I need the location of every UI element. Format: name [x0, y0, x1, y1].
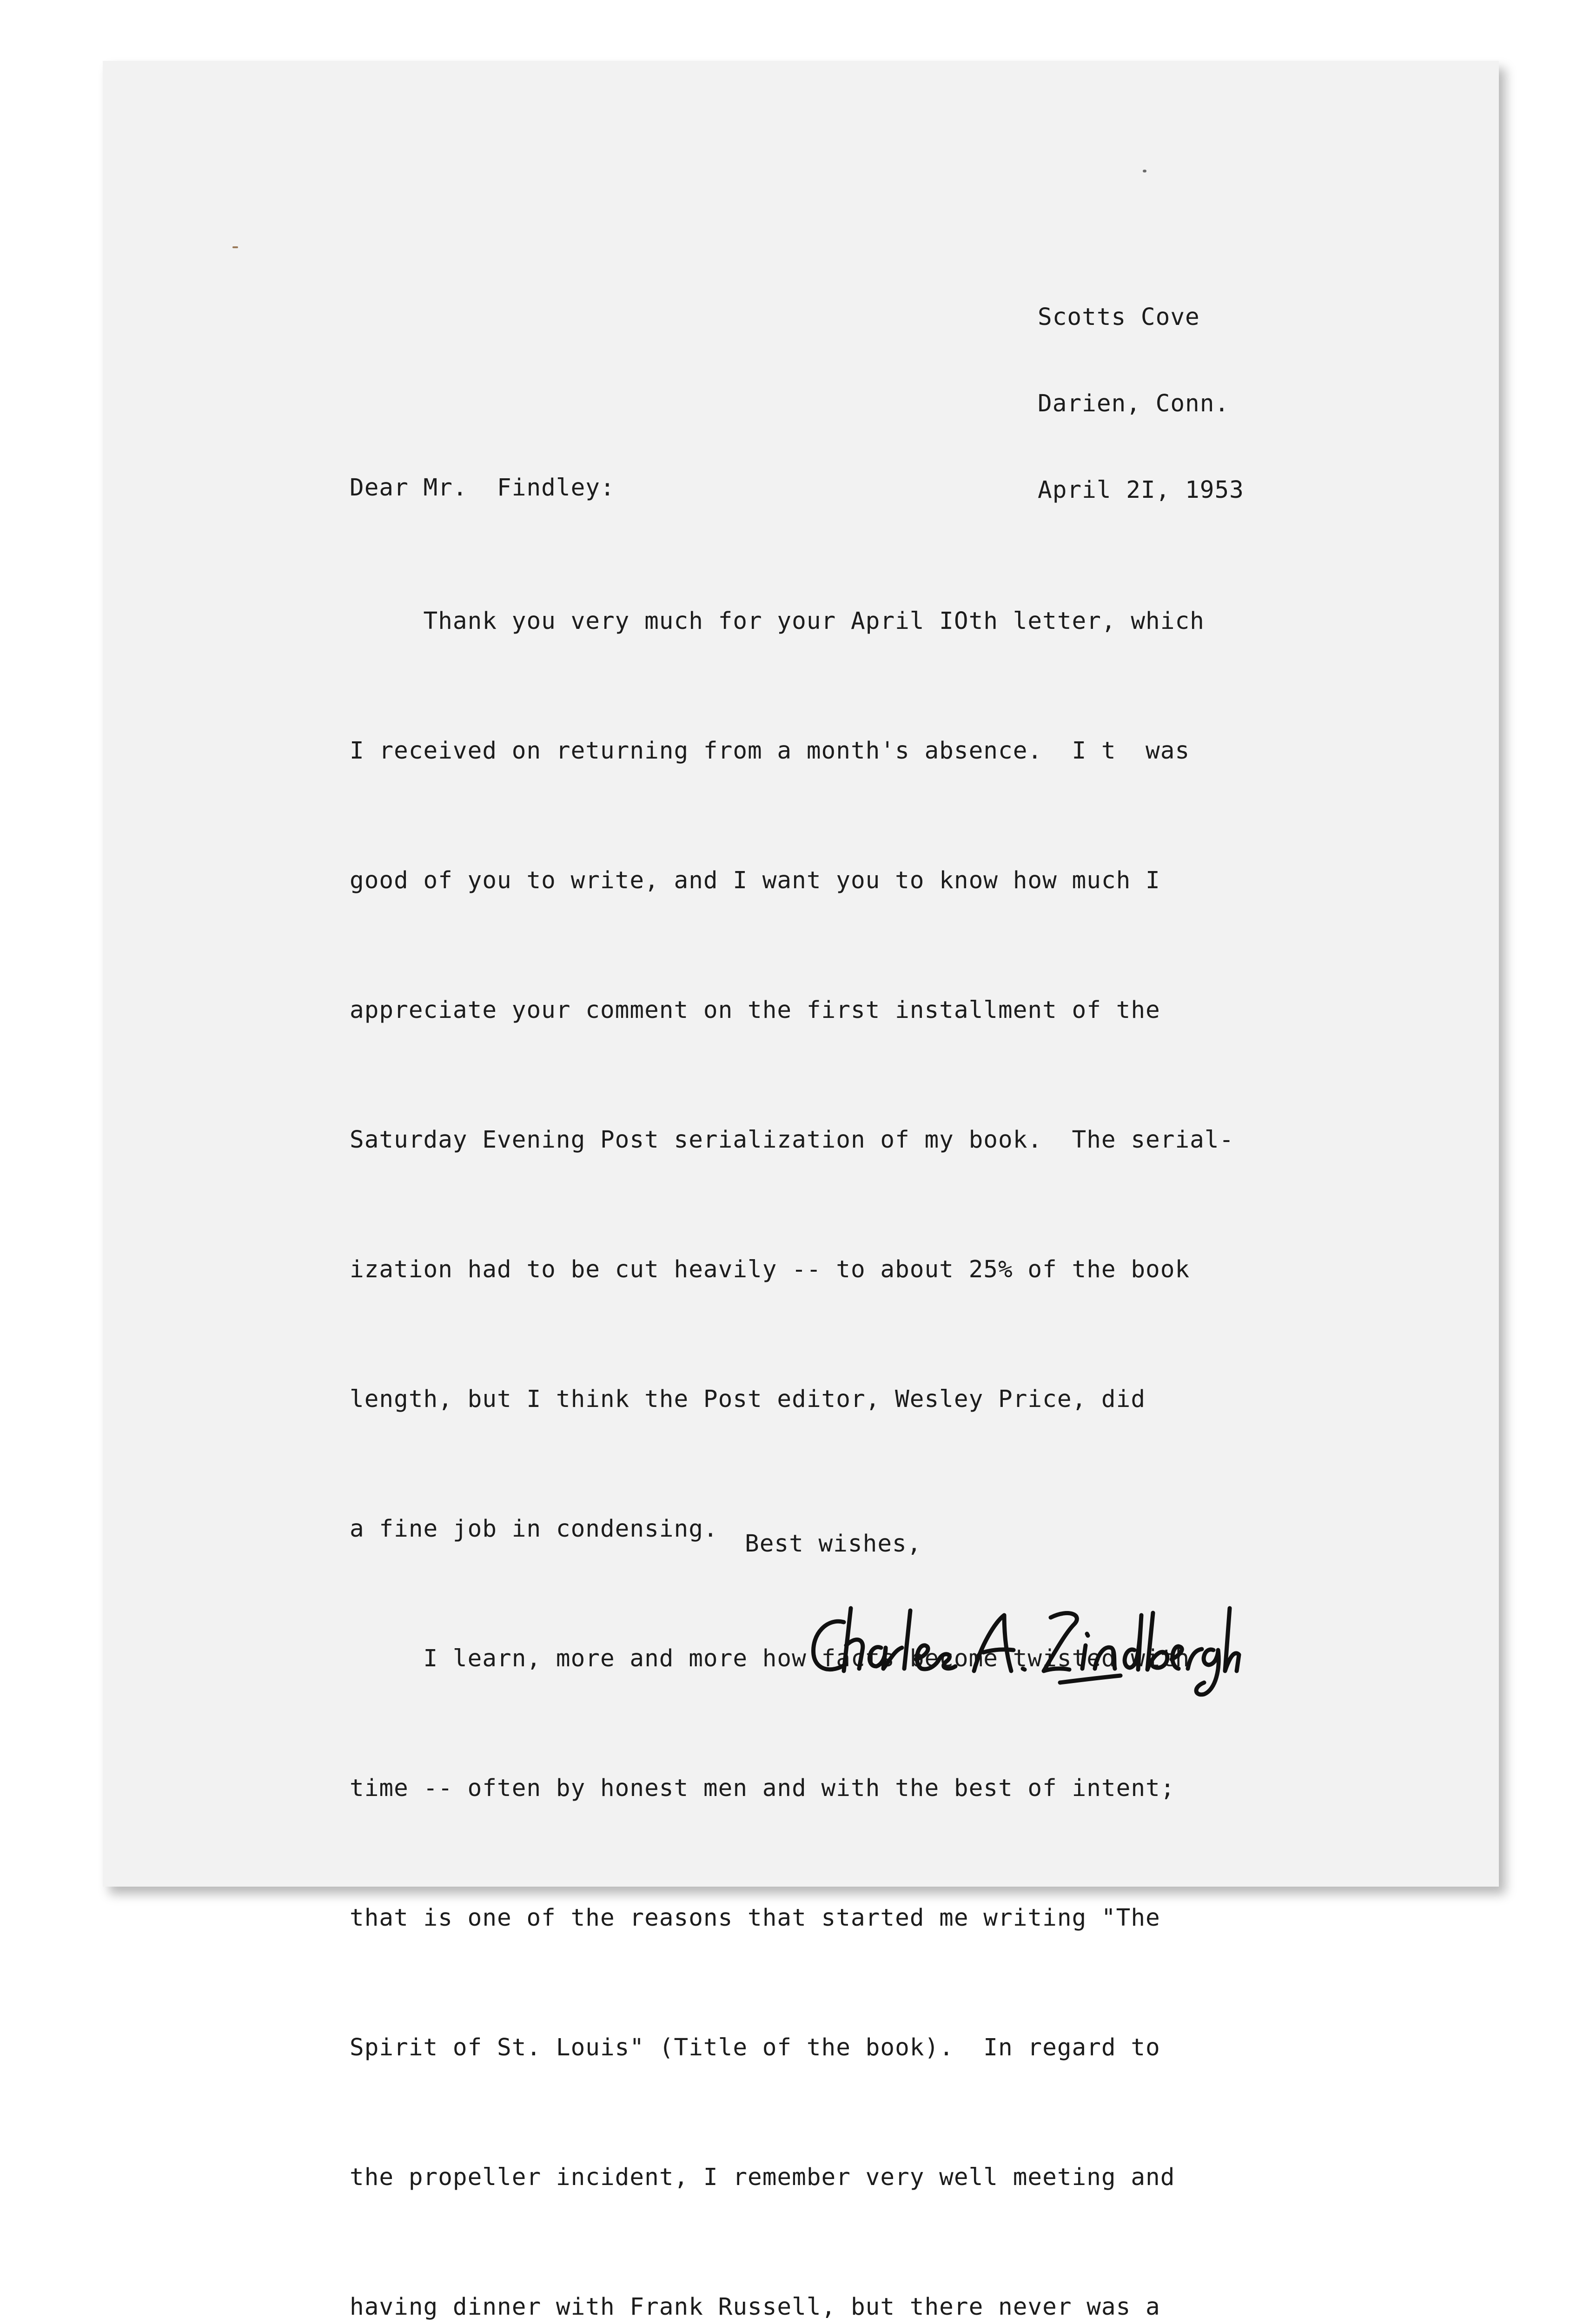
- paper-speck: [232, 246, 238, 248]
- body-line: good of you to write, and I want you to know how much I: [350, 867, 1160, 894]
- body-line: the propeller incident, I remember very well meeting and: [350, 2164, 1175, 2191]
- sender-address: [1038, 245, 1244, 534]
- address-line: Darien, Conn.: [1038, 390, 1230, 417]
- body-line: I received on returning from a month's absence. I t was: [350, 737, 1190, 765]
- body-line: a fine job in condensing.: [350, 1515, 718, 1543]
- salutation: Dear Mr. Findley:: [350, 474, 615, 502]
- paper-speck: [1143, 170, 1146, 172]
- letter-date: April 2I, 1953: [1038, 476, 1244, 504]
- body-line: that is one of the reasons that started me writing "The: [350, 1904, 1160, 1932]
- body-line: having dinner with Frank Russell, but there never was a: [350, 2293, 1160, 2321]
- address-line: Scotts Cove: [1038, 304, 1200, 331]
- body-line: length, but I think the Post editor, Wesley Price, did: [350, 1386, 1146, 1413]
- body-line: ization had to be cut heavily -- to about 25% of the book: [350, 1256, 1190, 1283]
- body-line: Thank you very much for your April IOth letter, which: [350, 607, 1205, 635]
- handwritten-signature: [800, 1590, 1241, 1701]
- body-line: time -- often by honest men and with the best of intent;: [350, 1775, 1175, 1802]
- body-line: Spirit of St. Louis" (Title of the book). In regard to: [350, 2034, 1160, 2061]
- letter-body: [350, 513, 1249, 2324]
- body-line: appreciate your comment on the first installment of the: [350, 997, 1160, 1024]
- body-line: I learn, more and more how facts become twisted with: [350, 1645, 1190, 1672]
- body-line: Saturday Evening Post serialization of my book. The serial-: [350, 1126, 1234, 1154]
- closing: Best wishes,: [745, 1530, 922, 1558]
